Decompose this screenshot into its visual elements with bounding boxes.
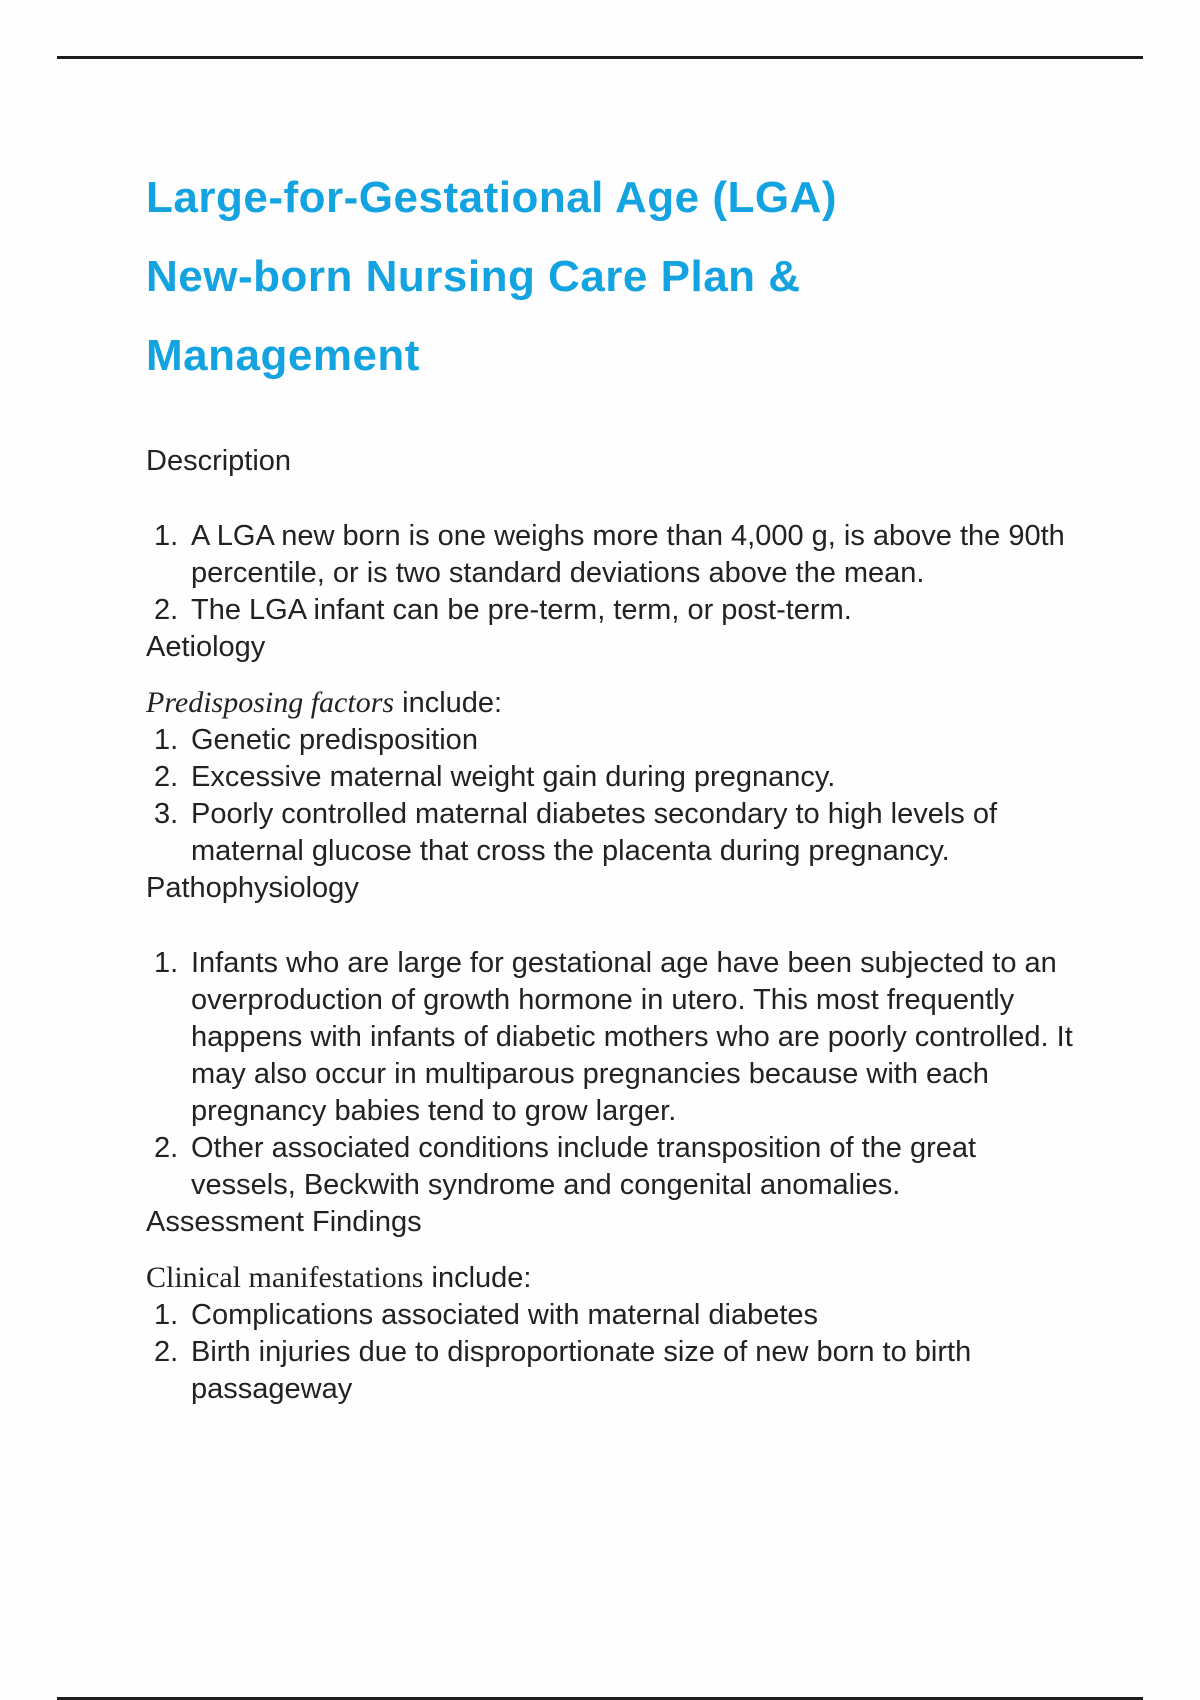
list-number: 1.: [154, 947, 179, 979]
list-item: [146, 759, 1086, 796]
list-item: [146, 796, 1086, 870]
list-item-text: The LGA infant can be pre-term, term, or post-term.: [191, 594, 852, 626]
list-number: 1.: [154, 520, 179, 552]
list-number: 2.: [154, 594, 179, 626]
list-item-text: A LGA new born is one weighs more than 4,000 g, is above the 90th percentile, or is two standard deviations above the mean.: [191, 520, 1065, 589]
list-number: 1.: [154, 1299, 179, 1331]
aetiology-intro: [146, 684, 1086, 722]
list-item-text: Complications associated with maternal diabetes: [191, 1299, 819, 1331]
description-heading: Description: [146, 445, 292, 477]
assessment-intro-emphasis: Clinical manifestations: [146, 1261, 424, 1294]
list-item-text: Birth injuries due to disproportionate size of new born to birth passageway: [191, 1336, 972, 1405]
pathophysiology-heading: Pathophysiology: [146, 872, 359, 904]
aetiology-intro-emphasis: Predisposing factors: [146, 686, 395, 719]
top-horizontal-rule: [57, 56, 1143, 59]
list-item: [146, 1297, 1086, 1334]
list-item: [146, 592, 1086, 629]
aetiology-intro-rest: include:: [394, 687, 503, 719]
description-list: [146, 518, 1086, 629]
assessment-intro: [146, 1259, 1086, 1297]
list-item: [146, 518, 1086, 592]
list-number: 2.: [154, 1132, 179, 1164]
list-number: 3.: [154, 798, 179, 830]
title-line-1: Large-for-Gestational Age (LGA): [146, 173, 838, 222]
title-line-2: New-born Nursing Care Plan &: [146, 252, 801, 301]
list-number: 1.: [154, 724, 179, 756]
list-item-text: Infants who are large for gestational age have been subjected to an overproduction of growth hormone in utero. This most frequently happens with infants of diabetic mothers who are poorly controlled. It may also occur in multiparous pregnancies because with each pregnancy babies tend to grow larger.: [191, 947, 1073, 1127]
list-item-text: Genetic predisposition: [191, 724, 478, 756]
list-item-text: Excessive maternal weight gain during pregnancy.: [191, 761, 836, 793]
pathophysiology-list: [146, 945, 1086, 1204]
list-number: 2.: [154, 1336, 179, 1368]
document-body: [146, 158, 1086, 1408]
list-item: [146, 722, 1086, 759]
list-item: [146, 1130, 1086, 1204]
assessment-intro-rest: include:: [423, 1262, 532, 1294]
title-line-3: Management: [146, 331, 420, 380]
list-item: [146, 1334, 1086, 1408]
list-number: 2.: [154, 761, 179, 793]
list-item-text: Poorly controlled maternal diabetes secondary to high levels of maternal glucose that cross the placenta during pregnancy.: [191, 798, 998, 867]
list-item: [146, 945, 1086, 1130]
aetiology-heading: Aetiology: [146, 631, 266, 663]
assessment-heading: Assessment Findings: [146, 1206, 422, 1238]
aetiology-list: [146, 722, 1086, 870]
document-title: [146, 158, 1086, 395]
assessment-list: [146, 1297, 1086, 1408]
list-item-text: Other associated conditions include transposition of the great vessels, Beckwith syndrome and congenital anomalies.: [191, 1132, 977, 1201]
